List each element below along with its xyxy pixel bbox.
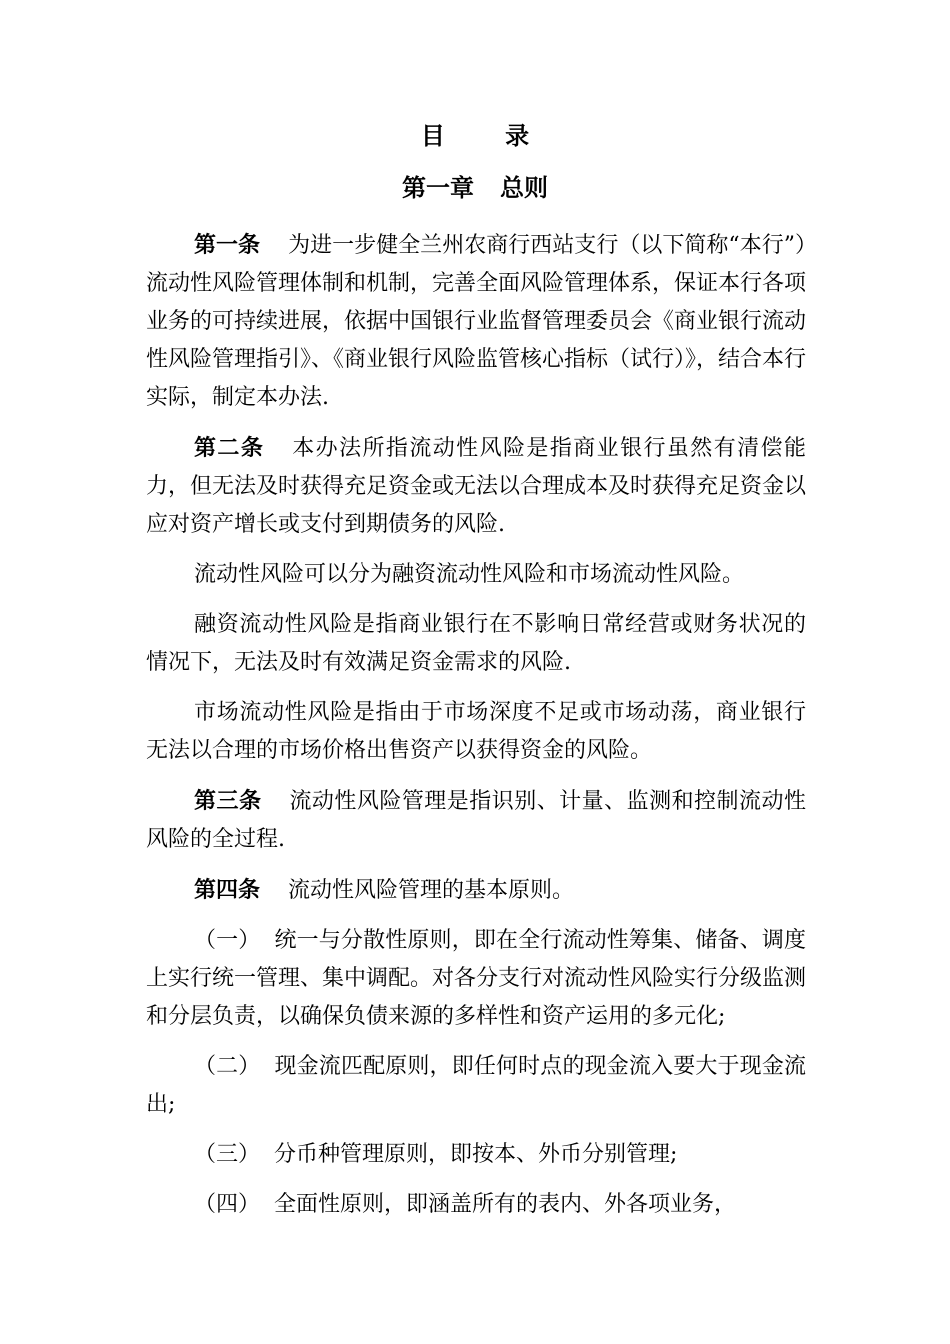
paragraph bbox=[146, 556, 806, 594]
article-text: 本办法所指流动性风险是指商业银行虽然有清偿能力，但无法及时获得充足资金或无法以合理成本及时获得充足资金以应对资产增长或支付到期债务的风险. bbox=[146, 436, 807, 537]
paragraph-text: 流动性风险可以分为融资流动性风险和市场流动性风险。 bbox=[194, 562, 745, 587]
item-text: 全面性原则，即涵盖所有的表内、外各项业务， bbox=[274, 1192, 737, 1217]
item-text: 统一与分散性原则，即在全行流动性筹集、储备、调度上实行统一管理、集中调配。对各分支行对流动性风险实行分级监测和分层负责，以确保负债来源的多样性和资产运用的多元化; bbox=[146, 928, 807, 1029]
item-number: （三） bbox=[194, 1142, 261, 1167]
item-text: 现金流匹配原则，即任何时点的现金流入要大于现金流出; bbox=[146, 1054, 806, 1117]
paragraph-text: 市场流动性风险是指由于市场深度不足或市场动荡，商业银行无法以合理的市场价格出售资产以获得资金的风险。 bbox=[146, 700, 806, 763]
paragraph bbox=[146, 694, 806, 770]
article-1 bbox=[146, 226, 806, 417]
article-number: 第一条 bbox=[194, 232, 261, 258]
item-number: （一） bbox=[194, 928, 261, 953]
article-text: 流动性风险管理的基本原则。 bbox=[288, 878, 575, 903]
item-number: （四） bbox=[194, 1192, 261, 1217]
chapter-number: 第一章 bbox=[402, 173, 474, 202]
list-item bbox=[146, 922, 806, 1036]
article-4 bbox=[146, 871, 806, 910]
list-item bbox=[146, 1186, 806, 1224]
article-2 bbox=[146, 429, 806, 544]
document-body bbox=[146, 226, 806, 1236]
article-number: 第三条 bbox=[194, 788, 262, 814]
list-item bbox=[146, 1048, 806, 1124]
article-number: 第四条 bbox=[194, 877, 261, 903]
chapter-title bbox=[0, 172, 950, 204]
article-text: 流动性风险管理是指识别、计量、监测和控制流动性风险的全过程. bbox=[146, 789, 806, 852]
article-number: 第二条 bbox=[194, 435, 265, 461]
paragraph bbox=[146, 606, 806, 682]
paragraph-text: 融资流动性风险是指商业银行在不影响日常经营或财务状况的情况下，无法及时有效满足资金需求的风险. bbox=[146, 612, 806, 675]
chapter-name: 总则 bbox=[500, 173, 548, 202]
list-item bbox=[146, 1136, 806, 1174]
item-number: （二） bbox=[194, 1054, 261, 1079]
article-3 bbox=[146, 782, 806, 859]
article-text: 为进一步健全兰州农商行西站支行（以下简称“本行”）流动性风险管理体制和机制，完善全面风险管理体系，保证本行各项业务的可持续进展，依据中国银行业监督管理委员会《商业银行流动性风险管理指引》、《商业银行风险监管核心指标（试行）》，结合本行实际，制定本办法. bbox=[146, 233, 807, 410]
item-text: 分币种管理原则，即按本、外币分别管理; bbox=[274, 1142, 678, 1167]
toc-title: 目 录 bbox=[420, 121, 556, 150]
